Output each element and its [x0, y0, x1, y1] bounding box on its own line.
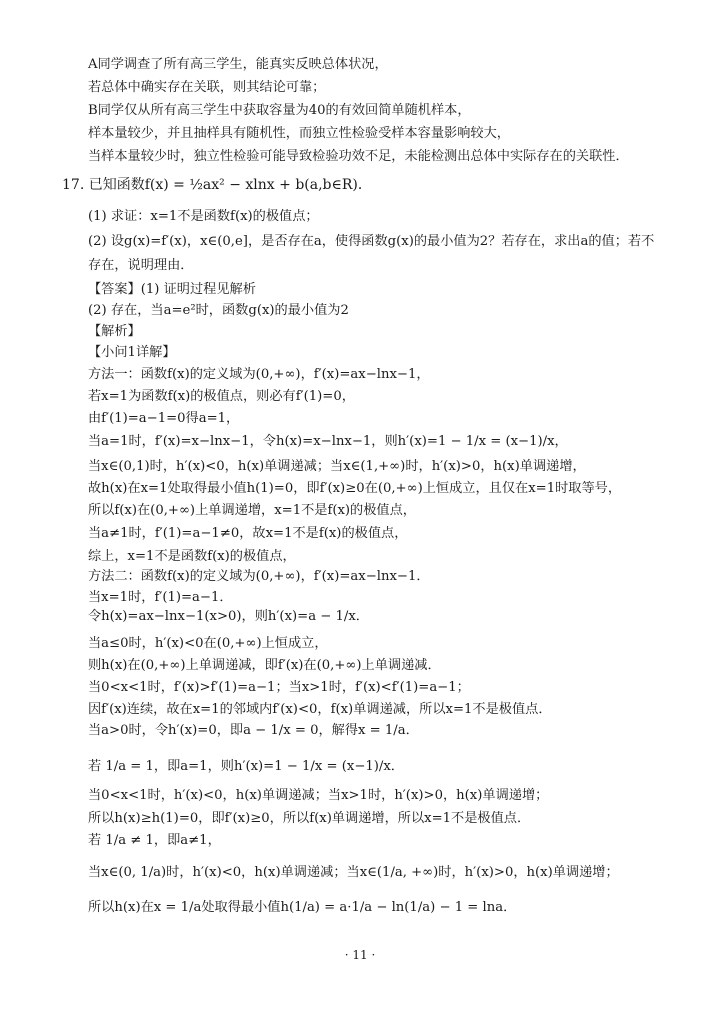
subquestion-1-label: 【小问1详解】 [88, 345, 176, 360]
page-number: · 11 · [344, 948, 376, 962]
text-line: 由f′(1)=a−1=0得a=1， [88, 411, 240, 426]
text-line: 当0<x<1时，h′(x)<0，h(x)单调递减；当x>1时，h′(x)>0，h(x)单调递增； [88, 788, 549, 803]
question-17-stem: 17. 已知函数f(x) = ½ax² − xlnx + b(a,b∈R)． [62, 177, 372, 193]
text-line: 当a≠1时，f′(1)=a−1≠0，故x=1不是f(x)的极值点， [88, 526, 408, 541]
text-line: B同学仅从所有高三学生中获取容量为40的有效回简单随机样本， [88, 103, 471, 118]
text-line: 当0<x<1时，f′(x)>f′(1)=a−1；当x>1时，f′(x)<f′(1)=a−1； [88, 680, 470, 695]
text-line: 所以h(x)≥h(1)=0，即f′(x)≥0，所以f(x)单调递增，所以x=1不是极值点． [88, 811, 531, 826]
text-line: 所以f(x)在(0,+∞)上单调递增，x=1不是f(x)的极值点， [88, 503, 416, 518]
text-line: 若 1/a ≠ 1，即a≠1， [88, 833, 221, 848]
text-line: 存在，说明理由． [88, 258, 194, 273]
text-line: 方法二：函数f(x)的定义域为(0,+∞)，f′(x)=ax−lnx−1． [88, 569, 430, 584]
answer-label: 【答案】(1) 证明过程见解析 [88, 282, 256, 297]
text-line: A同学调查了所有高三学生，能真实反映总体状况， [88, 57, 388, 72]
text-line: 方法一：函数f(x)的定义域为(0,+∞)，f′(x)=ax−lnx−1， [88, 367, 430, 382]
text-line: 若x=1为函数f(x)的极值点，则必有f′(1)=0， [88, 389, 355, 404]
text-line: 令h(x)=ax−lnx−1(x>0)，则h′(x)=a − 1/x． [88, 609, 369, 624]
text-line: 当a=1时，f′(x)=x−lnx−1，令h(x)=x−lnx−1，则h′(x)=1 − 1/x = (x−1)/x， [88, 434, 568, 449]
text-line: 所以h(x)在x = 1/a处取得最小值h(1/a) = a·1/a − ln(1/a) − 1 = lna． [88, 900, 517, 915]
text-line: 样本量较少，并且抽样具有随机性，而独立性检验受样本容量影响较大， [88, 126, 510, 141]
text-line: 故h(x)在x=1处取得最小值h(1)=0，即f′(x)≥0在(0,+∞)上恒成立，且仅在x=1时取等号， [88, 481, 622, 496]
question-part-1: (1) 求证：x=1不是函数f(x)的极值点； [88, 209, 319, 224]
answer-part-2: (2) 存在，当a=e²时，函数g(x)的最小值为2 [88, 303, 349, 318]
text-line: 当a≤0时，h′(x)<0在(0,+∞)上恒成立， [88, 636, 328, 651]
text-line: 若 1/a = 1，即a=1，则h′(x)=1 − 1/x = (x−1)/x． [88, 759, 404, 774]
text-line: 因f′(x)连续，故在x=1的邻域内f′(x)<0，f(x)单调递减，所以x=1不是极值点． [88, 702, 552, 717]
analysis-label: 【解析】 [88, 324, 141, 339]
question-part-2: (2) 设g(x)=f′(x)，x∈(0,e]，是否存在a，使得函数g(x)的最小值为2？若存在，求出a的值；若不 [88, 234, 655, 249]
text-line: 当x∈(0, 1/a)时，h′(x)<0，h(x)单调递减；当x∈(1/a, +∞)时，h′(x)>0，h(x)单调递增； [88, 865, 619, 880]
text-line: 当a>0时，令h′(x)=0，即a − 1/x = 0，解得x = 1/a． [88, 723, 419, 738]
text-line: 当x=1时，f′(1)=a−1． [88, 590, 233, 605]
text-line: 若总体中确实存在关联，则其结论可靠； [88, 80, 326, 95]
text-line: 当样本量较少时，独立性检验可能导致检验功效不足，未能检测出总体中实际存在的关联性． [88, 149, 629, 164]
text-line: 当x∈(0,1)时，h′(x)<0，h(x)单调递减；当x∈(1,+∞)时，h′(x)>0，h(x)单调递增， [88, 459, 586, 474]
text-line: 则h(x)在(0,+∞)上单调递减，即f′(x)在(0,+∞)上单调递减． [88, 658, 441, 673]
text-line: 综上，x=1不是函数f(x)的极值点， [88, 549, 296, 564]
